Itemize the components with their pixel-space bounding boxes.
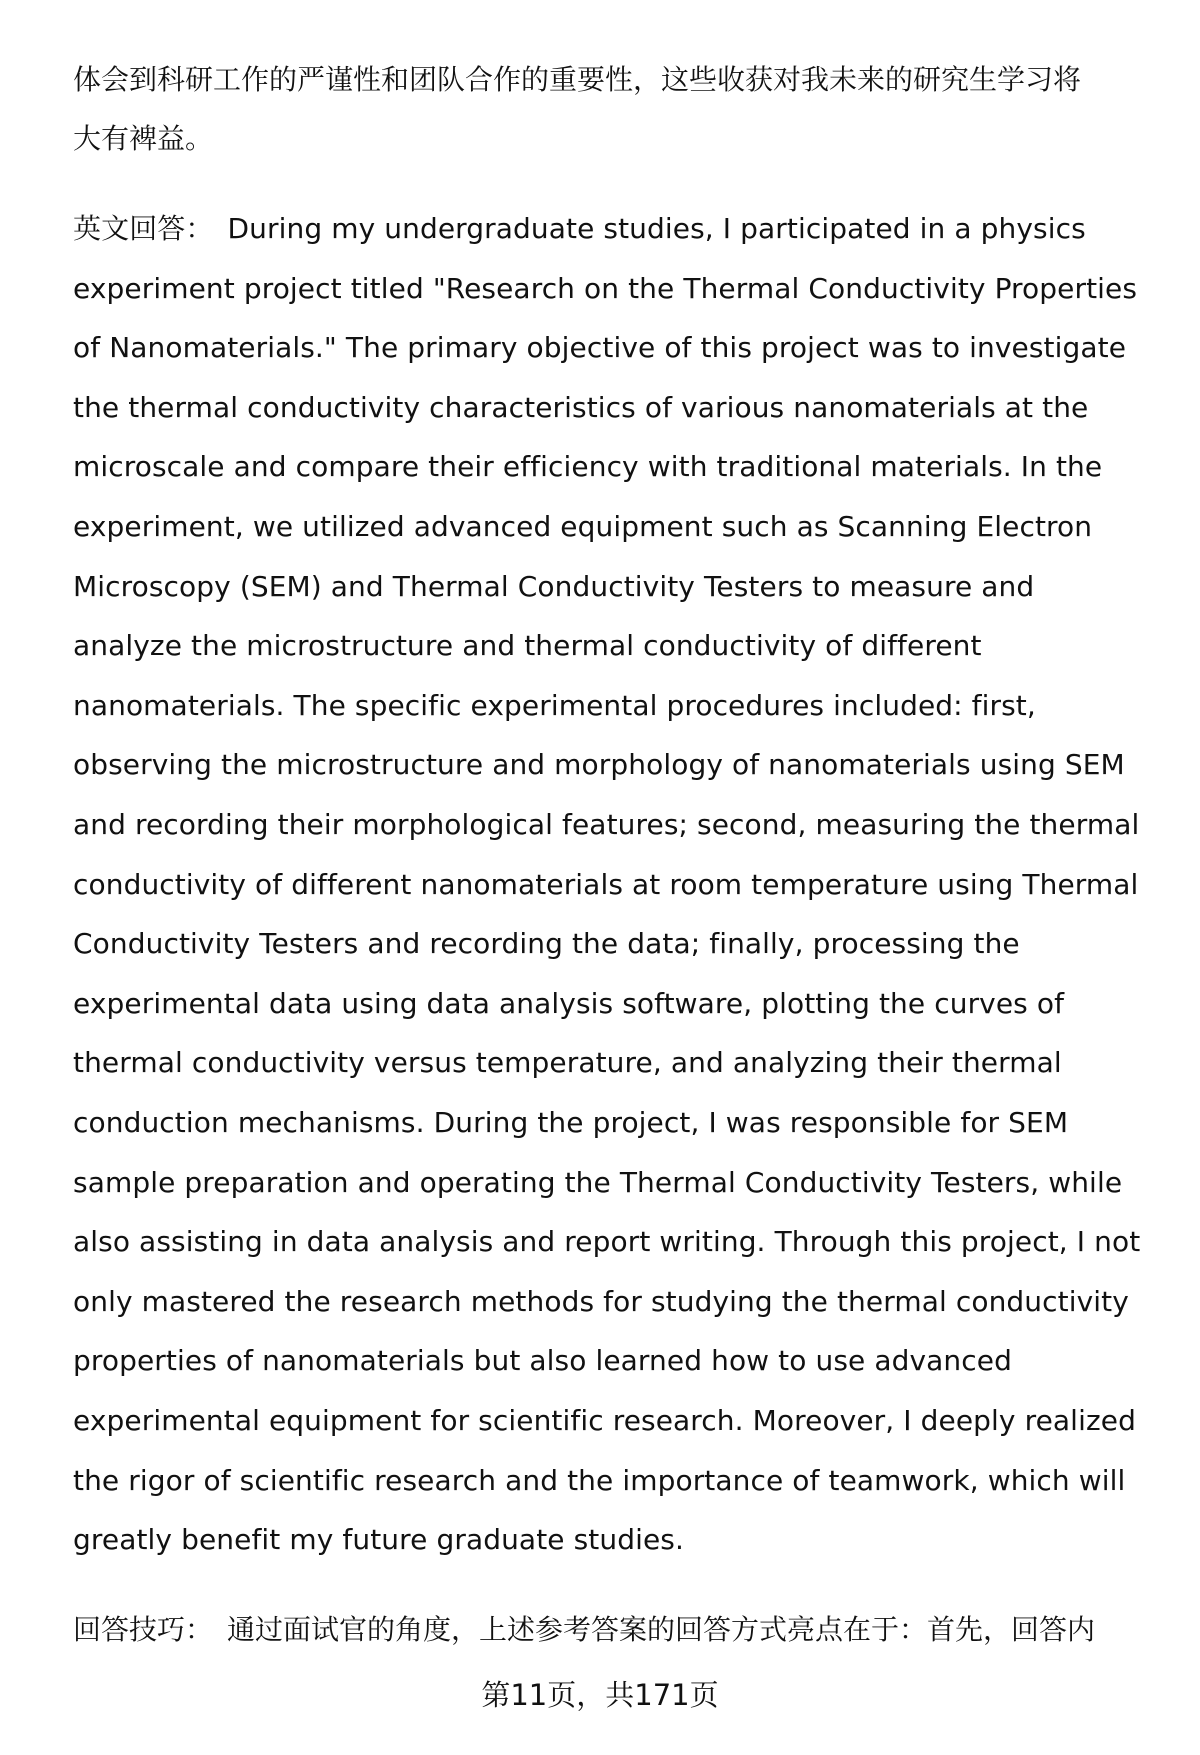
answer-line-text: sample preparation and operating the Thermal Conductivity Testers, while [73, 1165, 1123, 1199]
answer-line-text: During my undergraduate studies, I participated in a physics [227, 212, 1086, 245]
answer-line-text: analyze the microstructure and thermal conductivity of different [73, 629, 982, 663]
answer-line-text: observing the microstructure and morphology of nanomaterials using SEM [73, 748, 1125, 782]
answer-line [73, 1401, 1136, 1441]
tips-text: 通过面试官的角度，上述参考答案的回答方式亮点在于：首先，回答内 [227, 1613, 1096, 1646]
answer-line [73, 805, 1139, 845]
answer-line [73, 686, 1036, 726]
answer-line-text: conductivity of different nanomaterials at room temperature using Thermal [73, 867, 1139, 901]
answer-line-text: also assisting in data analysis and report writing. Through this project, I not [73, 1225, 1141, 1259]
answer-line [73, 567, 1034, 607]
answer-line-text: Microscopy (SEM) and Thermal Conductivity Testers to measure and [73, 569, 1035, 603]
answer-line [73, 388, 1088, 428]
answer-line [73, 626, 982, 666]
answer-line-text: the thermal conductivity characteristics of various nanomaterials at the [73, 390, 1089, 424]
answer-line-text: experiment, we utilized advanced equipment such as Scanning Electron [73, 510, 1093, 543]
answer-line [73, 328, 1126, 368]
answer-line-text: only mastered the research methods for studying the thermal conductivity [73, 1284, 1129, 1318]
answer-line [73, 507, 1092, 547]
answer-line [73, 269, 1137, 309]
answer-line [73, 865, 1138, 905]
answer-line-text: greatly benefit my future graduate studies. [73, 1523, 684, 1557]
tips-paragraph [73, 1610, 1095, 1650]
answer-line-text: properties of nanomaterials but also learned how to use advanced [73, 1344, 1012, 1378]
answer-line [73, 1461, 1125, 1501]
answer-line-text: nanomaterials. The specific experimental procedures included: first, [73, 688, 1036, 722]
answer-line [73, 1043, 1062, 1083]
answer-line [73, 447, 1102, 487]
answer-line [73, 745, 1125, 785]
answer-line [73, 1341, 1012, 1381]
answer-line-text: experiment project titled "Research on the Thermal Conductivity Properties [73, 271, 1138, 305]
answer-line-text: experimental equipment for scientific research. Moreover, I deeply realized [73, 1404, 1136, 1437]
answer-line [73, 984, 1064, 1024]
english-answer-label: 英文回答： [73, 212, 214, 245]
answer-line [73, 1282, 1129, 1322]
answer-line-text: of Nanomaterials." The primary objective of this project was to investigate [73, 331, 1127, 365]
answer-line [73, 1222, 1140, 1262]
answer-line-text: the rigor of scientific research and the importance of teamwork, which will [73, 1463, 1126, 1497]
tips-label: 回答技巧： [73, 1613, 214, 1646]
answer-line-text: conduction mechanisms. During the project, I was responsible for SEM [73, 1106, 1069, 1139]
answer-line [73, 1103, 1068, 1143]
answer-line-text: Conductivity Testers and recording the data; finally, processing the [73, 927, 1020, 961]
answer-line-text: thermal conductivity versus temperature, and analyzing their thermal [73, 1046, 1062, 1080]
answer-line-text: microscale and compare their efficiency with traditional materials. In the [73, 450, 1103, 484]
answer-line-text: and recording their morphological features; second, measuring the thermal [73, 808, 1140, 841]
answer-line [73, 1163, 1122, 1203]
paragraph-line: 体会到科研工作的严谨性和团队合作的重要性，这些收获对我未来的研究生学习将 [73, 63, 1082, 96]
page-number: 第11页，共171页 [481, 1678, 719, 1712]
answer-line-text: experimental data using data analysis software, plotting the curves of [73, 986, 1065, 1020]
answer-line [73, 924, 1020, 964]
answer-line [73, 1520, 684, 1560]
paragraph-line: 大有裨益。 [73, 122, 214, 155]
answer-line [73, 209, 1086, 249]
